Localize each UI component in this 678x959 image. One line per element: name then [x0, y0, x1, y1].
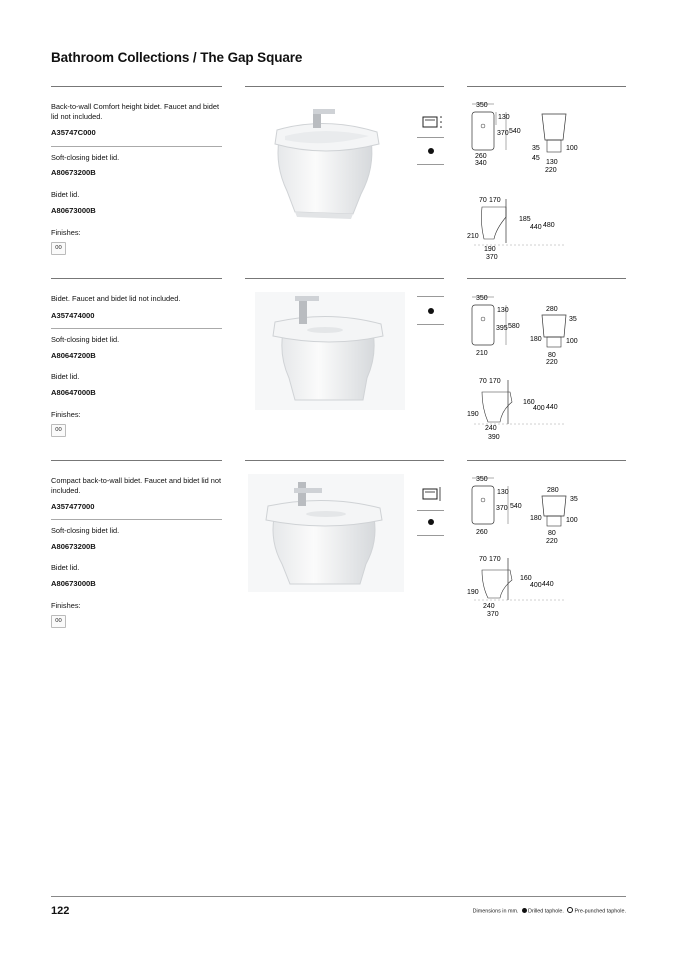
- dim-label: 260: [476, 529, 488, 536]
- lid-label: Soft-closing bidet lid.: [51, 335, 120, 344]
- product-description: Bidet. Faucet and bidet lid not included.: [51, 294, 181, 303]
- dim-label: 130: [546, 159, 558, 166]
- lid-code: A80673000B: [51, 206, 96, 215]
- dim-label: 130: [497, 489, 509, 496]
- back-to-wall-icon: [422, 114, 444, 135]
- finishes-label: Finishes:: [51, 410, 81, 419]
- dim-label: 100: [566, 145, 578, 152]
- dim-label: 130: [498, 114, 510, 121]
- dim-label: 440: [542, 581, 554, 588]
- back-to-wall-icon: [422, 486, 442, 507]
- lid-code: A80673200B: [51, 542, 96, 551]
- dim-label: 190: [467, 411, 479, 418]
- page-number: 122: [51, 905, 70, 917]
- section-2-rule-left: [51, 278, 222, 279]
- legend-dimensions: Dimensions in mm.: [472, 908, 519, 915]
- dim-label: 45: [532, 155, 540, 162]
- technical-drawing: [466, 100, 576, 180]
- dim-label: 210: [467, 233, 479, 240]
- dim-label: 350: [476, 102, 488, 109]
- dim-label: 220: [546, 359, 558, 366]
- technical-drawing: [466, 474, 578, 546]
- dim-label: 35: [532, 145, 540, 152]
- finish-swatch[interactable]: 00: [51, 615, 66, 628]
- product-code: A357474000: [51, 311, 95, 320]
- dim-label: 70: [479, 378, 487, 385]
- drilled-taphole-icon: [428, 148, 434, 154]
- dim-label: 395: [496, 325, 508, 332]
- dim-label: 390: [488, 434, 500, 441]
- dim-label: 170: [489, 556, 501, 563]
- section-3-rule-left: [51, 460, 222, 461]
- dim-label: 240: [485, 425, 497, 432]
- product-image: [248, 474, 404, 592]
- drilled-taphole-icon: [428, 519, 434, 525]
- dim-label: 100: [566, 338, 578, 345]
- product-image: [255, 96, 395, 222]
- icon-divider: [417, 510, 444, 511]
- empty-dot-icon: [567, 907, 573, 913]
- technical-drawing: [466, 552, 578, 622]
- legend-prepunched: Pre-punched taphole.: [574, 908, 626, 915]
- legend-drilled: Drilled taphole.: [527, 908, 564, 915]
- section-3-rule-drawing: [467, 460, 626, 461]
- dim-label: 180: [530, 336, 542, 343]
- section-2-rule-drawing: [467, 278, 626, 279]
- divider: [51, 328, 222, 329]
- section-1-rule-left: [51, 86, 222, 87]
- product-description: Compact back-to-wall bidet. Faucet and bidet lid not included.: [51, 476, 222, 495]
- dim-label: 340: [475, 160, 487, 167]
- icon-divider: [417, 296, 444, 297]
- dim-label: 130: [497, 307, 509, 314]
- lid-code: A80673200B: [51, 168, 96, 177]
- lid-label: Soft-closing bidet lid.: [51, 526, 120, 535]
- footer-rule: [51, 896, 626, 897]
- finish-swatch[interactable]: 00: [51, 424, 66, 437]
- lid-label: Bidet lid.: [51, 190, 80, 199]
- icon-divider: [417, 535, 444, 536]
- dim-label: 540: [509, 128, 521, 135]
- dim-label: 440: [546, 404, 558, 411]
- dim-label: 190: [484, 246, 496, 253]
- dim-label: 370: [486, 254, 498, 261]
- technical-drawing: [466, 374, 578, 444]
- divider: [51, 519, 222, 520]
- dim-label: 370: [487, 611, 499, 618]
- product-description: Back-to-wall Comfort height bidet. Faucet and bidet lid not included.: [51, 102, 220, 121]
- lid-label: Soft-closing bidet lid.: [51, 153, 120, 162]
- dim-label: 280: [546, 306, 558, 313]
- dim-label: 80: [548, 530, 556, 537]
- dim-label: 100: [566, 517, 578, 524]
- section-2-rule-photo: [245, 278, 444, 279]
- dim-label: 370: [497, 130, 509, 137]
- finishes-label: Finishes:: [51, 228, 81, 237]
- dim-label: 580: [508, 323, 520, 330]
- lid-label: Bidet lid.: [51, 372, 80, 381]
- icon-divider: [417, 137, 444, 138]
- dim-label: 35: [569, 316, 577, 323]
- lid-code: A80647000B: [51, 388, 96, 397]
- dim-label: 170: [489, 378, 501, 385]
- divider: [51, 146, 222, 147]
- dim-label: 70: [479, 197, 487, 204]
- dim-label: 180: [530, 515, 542, 522]
- section-3-rule-photo: [245, 460, 444, 461]
- dim-label: 220: [545, 167, 557, 174]
- dim-label: 190: [467, 589, 479, 596]
- dim-label: 400: [530, 582, 542, 589]
- section-1-rule-drawing: [467, 86, 626, 87]
- dim-label: 350: [476, 476, 488, 483]
- technical-drawing: [466, 293, 578, 365]
- lid-code: A80673000B: [51, 579, 96, 588]
- dim-label: 280: [547, 487, 559, 494]
- dim-label: 370: [496, 505, 508, 512]
- dim-label: 400: [533, 405, 545, 412]
- dim-label: 240: [483, 603, 495, 610]
- section-1-rule-photo: [245, 86, 444, 87]
- finishes-label: Finishes:: [51, 601, 81, 610]
- lid-label: Bidet lid.: [51, 563, 80, 572]
- filled-dot-icon: [522, 908, 527, 913]
- lid-code: A80647200B: [51, 351, 96, 360]
- product-code: A357477000: [51, 502, 95, 511]
- product-code: A35747C000: [51, 128, 96, 137]
- page-title: Bathroom Collections / The Gap Square: [51, 50, 303, 65]
- dim-label: 260: [475, 153, 487, 160]
- dim-label: 35: [570, 496, 578, 503]
- finish-swatch[interactable]: 00: [51, 242, 66, 255]
- dim-label: 210: [476, 350, 488, 357]
- dim-label: 350: [476, 295, 488, 302]
- drilled-taphole-icon: [428, 308, 434, 314]
- legend: [473, 907, 626, 915]
- dim-label: 480: [543, 222, 555, 229]
- dim-label: 185: [519, 216, 531, 223]
- icon-divider: [417, 324, 444, 325]
- dim-label: 170: [489, 197, 501, 204]
- dim-label: 160: [523, 399, 535, 406]
- icon-divider: [417, 164, 444, 165]
- dim-label: 440: [530, 224, 542, 231]
- dim-label: 220: [546, 538, 558, 545]
- dim-label: 80: [548, 352, 556, 359]
- technical-drawing: [466, 193, 576, 265]
- dim-label: 160: [520, 575, 532, 582]
- dim-label: 70: [479, 556, 487, 563]
- dim-label: 540: [510, 503, 522, 510]
- product-image: [255, 292, 405, 410]
